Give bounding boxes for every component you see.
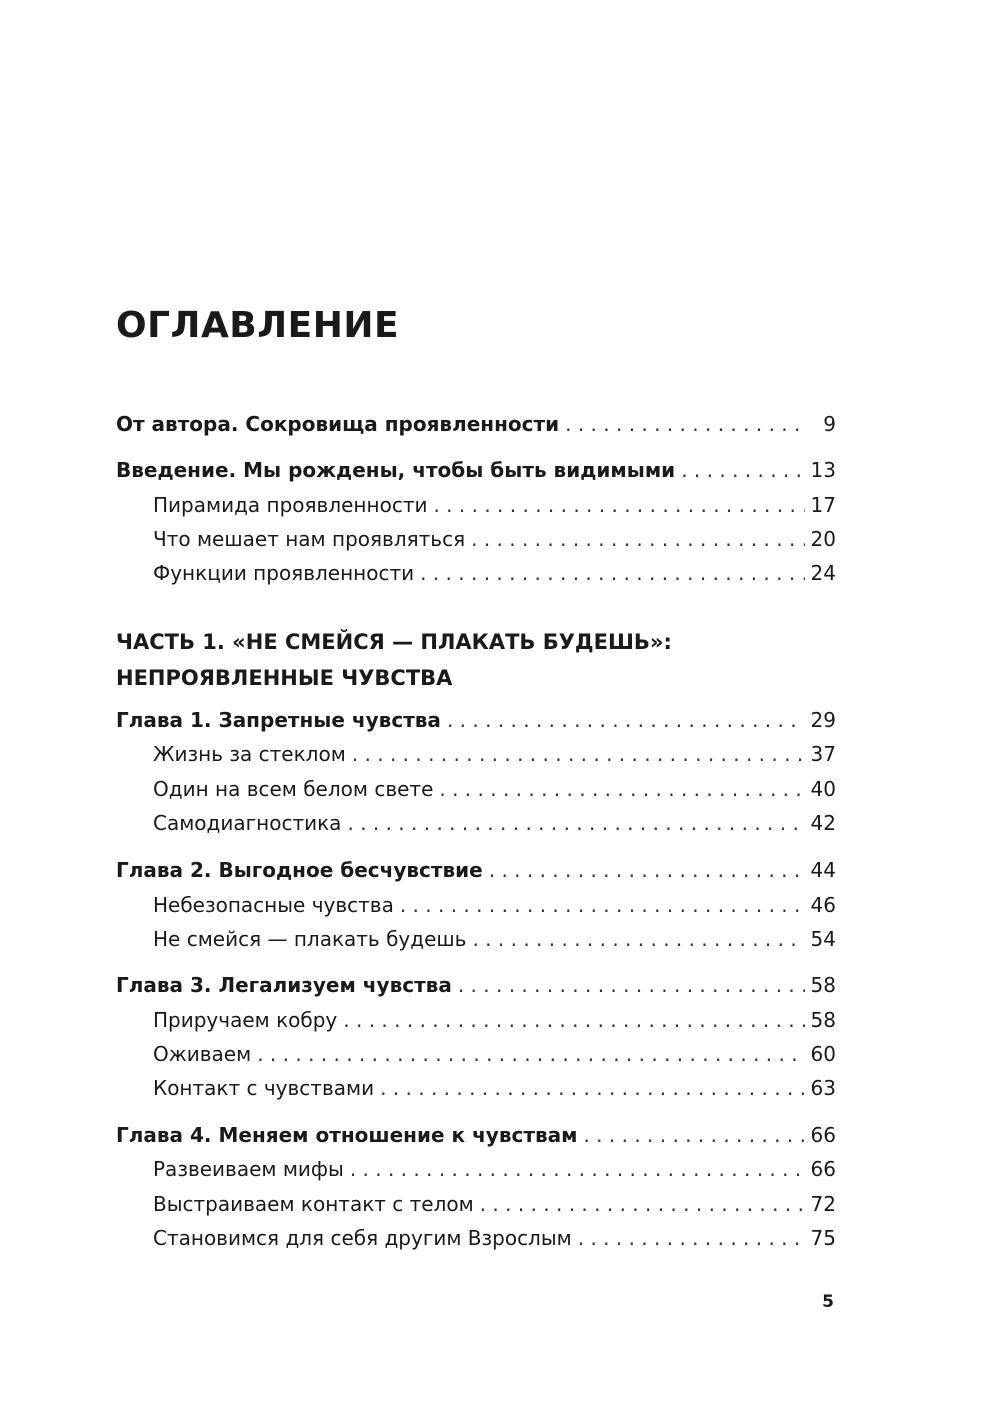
page-title: ОГЛАВЛЕНИЕ bbox=[116, 305, 400, 346]
toc-entry-label: Приручаем кобру bbox=[153, 1008, 338, 1032]
toc-entry-label: Не смейся — плакать будешь bbox=[153, 927, 467, 951]
toc-subentry[interactable] bbox=[153, 777, 836, 807]
toc-entry[interactable] bbox=[116, 458, 836, 488]
toc-entry-page: 42 bbox=[810, 811, 836, 835]
toc-entry-page: 20 bbox=[810, 527, 836, 551]
toc-entry-label: Введение. Мы рождены, чтобы быть видимыми bbox=[116, 458, 676, 482]
toc-entry-page: 40 bbox=[810, 777, 836, 801]
part-heading-line1: ЧАСТЬ 1. «НЕ СМЕЙСЯ — ПЛАКАТЬ БУДЕШЬ»: bbox=[116, 630, 672, 654]
dot-leader bbox=[447, 708, 805, 732]
toc-subentry[interactable] bbox=[153, 893, 836, 923]
toc-entry-page: 13 bbox=[810, 458, 836, 482]
dot-leader bbox=[257, 1042, 804, 1066]
dot-leader bbox=[458, 973, 805, 997]
dot-leader bbox=[352, 742, 805, 766]
toc-entry-label: Глава 3. Легализуем чувства bbox=[116, 973, 452, 997]
part-heading-line2: НЕПРОЯВЛЕННЫЕ ЧУВСТВА bbox=[116, 666, 453, 690]
dot-leader bbox=[480, 1192, 805, 1216]
dot-leader bbox=[681, 458, 804, 482]
dot-leader bbox=[472, 927, 804, 951]
dot-leader bbox=[350, 1157, 805, 1181]
toc-entry-page: 72 bbox=[810, 1192, 836, 1216]
toc-subentry[interactable] bbox=[153, 1192, 836, 1222]
toc-subentry[interactable] bbox=[153, 927, 836, 957]
toc-entry-page: 75 bbox=[810, 1226, 836, 1250]
dot-leader bbox=[565, 412, 806, 436]
toc-entry-label: Небезопасные чувства bbox=[153, 893, 394, 917]
toc-subentry[interactable] bbox=[153, 1076, 836, 1106]
toc-entry-label: Пирамида проявленности bbox=[153, 493, 428, 517]
toc-entry-page: 60 bbox=[810, 1042, 836, 1066]
toc-entry-label: От автора. Сокровища проявленности bbox=[116, 412, 560, 436]
dot-leader bbox=[347, 811, 804, 835]
page-number: 5 bbox=[822, 1292, 834, 1312]
toc-subentry[interactable] bbox=[153, 1157, 836, 1187]
toc-entry-page: 17 bbox=[810, 493, 836, 517]
toc-entry-label: Глава 2. Выгодное бесчувствие bbox=[116, 858, 483, 882]
toc-subentry[interactable] bbox=[153, 1226, 836, 1256]
toc-entry-label: Функции проявленности bbox=[153, 561, 415, 585]
part-heading[interactable] bbox=[116, 624, 672, 696]
dot-leader bbox=[400, 893, 805, 917]
dot-leader bbox=[578, 1226, 805, 1250]
toc-subentry[interactable] bbox=[153, 742, 836, 772]
toc-entry[interactable] bbox=[116, 412, 836, 442]
toc-entry-page: 58 bbox=[810, 973, 836, 997]
toc-entry-page: 9 bbox=[823, 412, 836, 436]
toc-chapter[interactable] bbox=[116, 858, 836, 888]
toc-entry-label: Самодиагностика bbox=[153, 811, 342, 835]
toc-entry-label: Глава 1. Запретные чувства bbox=[116, 708, 441, 732]
toc-entry-page: 44 bbox=[810, 858, 836, 882]
toc-entry-label: Оживаем bbox=[153, 1042, 252, 1066]
toc-entry-page: 54 bbox=[810, 927, 836, 951]
toc-chapter[interactable] bbox=[116, 1123, 836, 1153]
toc-entry-page: 46 bbox=[810, 893, 836, 917]
toc-entry-label: Становимся для себя другим Взрослым bbox=[153, 1226, 572, 1250]
dot-leader bbox=[583, 1123, 804, 1147]
toc-entry-label: Глава 4. Меняем отношение к чувствам bbox=[116, 1123, 578, 1147]
toc-entry-label: Контакт с чувствами bbox=[153, 1076, 375, 1100]
toc-subentry[interactable] bbox=[153, 493, 836, 523]
toc-subentry[interactable] bbox=[153, 527, 836, 557]
toc-entry-page: 24 bbox=[810, 561, 836, 585]
toc-entry-page: 58 bbox=[810, 1008, 836, 1032]
toc-chapter[interactable] bbox=[116, 973, 836, 1003]
dot-leader bbox=[420, 561, 804, 585]
toc-chapter[interactable] bbox=[116, 708, 836, 738]
toc-entry-page: 66 bbox=[810, 1157, 836, 1181]
dot-leader bbox=[433, 493, 804, 517]
toc-entry-label: Развеиваем мифы bbox=[153, 1157, 344, 1181]
toc-subentry[interactable] bbox=[153, 561, 836, 591]
toc-entry-page: 66 bbox=[810, 1123, 836, 1147]
toc-entry-label: Выстраиваем контакт с телом bbox=[153, 1192, 474, 1216]
dot-leader bbox=[343, 1008, 804, 1032]
dot-leader bbox=[439, 777, 804, 801]
toc-entry-label: Один на всем белом свете bbox=[153, 777, 434, 801]
dot-leader bbox=[471, 527, 804, 551]
dot-leader bbox=[380, 1076, 804, 1100]
toc-entry-label: Что мешает нам проявляться bbox=[153, 527, 466, 551]
toc-entry-page: 29 bbox=[810, 708, 836, 732]
toc-subentry[interactable] bbox=[153, 811, 836, 841]
toc-entry-page: 63 bbox=[810, 1076, 836, 1100]
toc-entry-label: Жизнь за стеклом bbox=[153, 742, 346, 766]
dot-leader bbox=[489, 858, 805, 882]
toc-subentry[interactable] bbox=[153, 1008, 836, 1038]
toc-subentry[interactable] bbox=[153, 1042, 836, 1072]
toc-entry-page: 37 bbox=[810, 742, 836, 766]
